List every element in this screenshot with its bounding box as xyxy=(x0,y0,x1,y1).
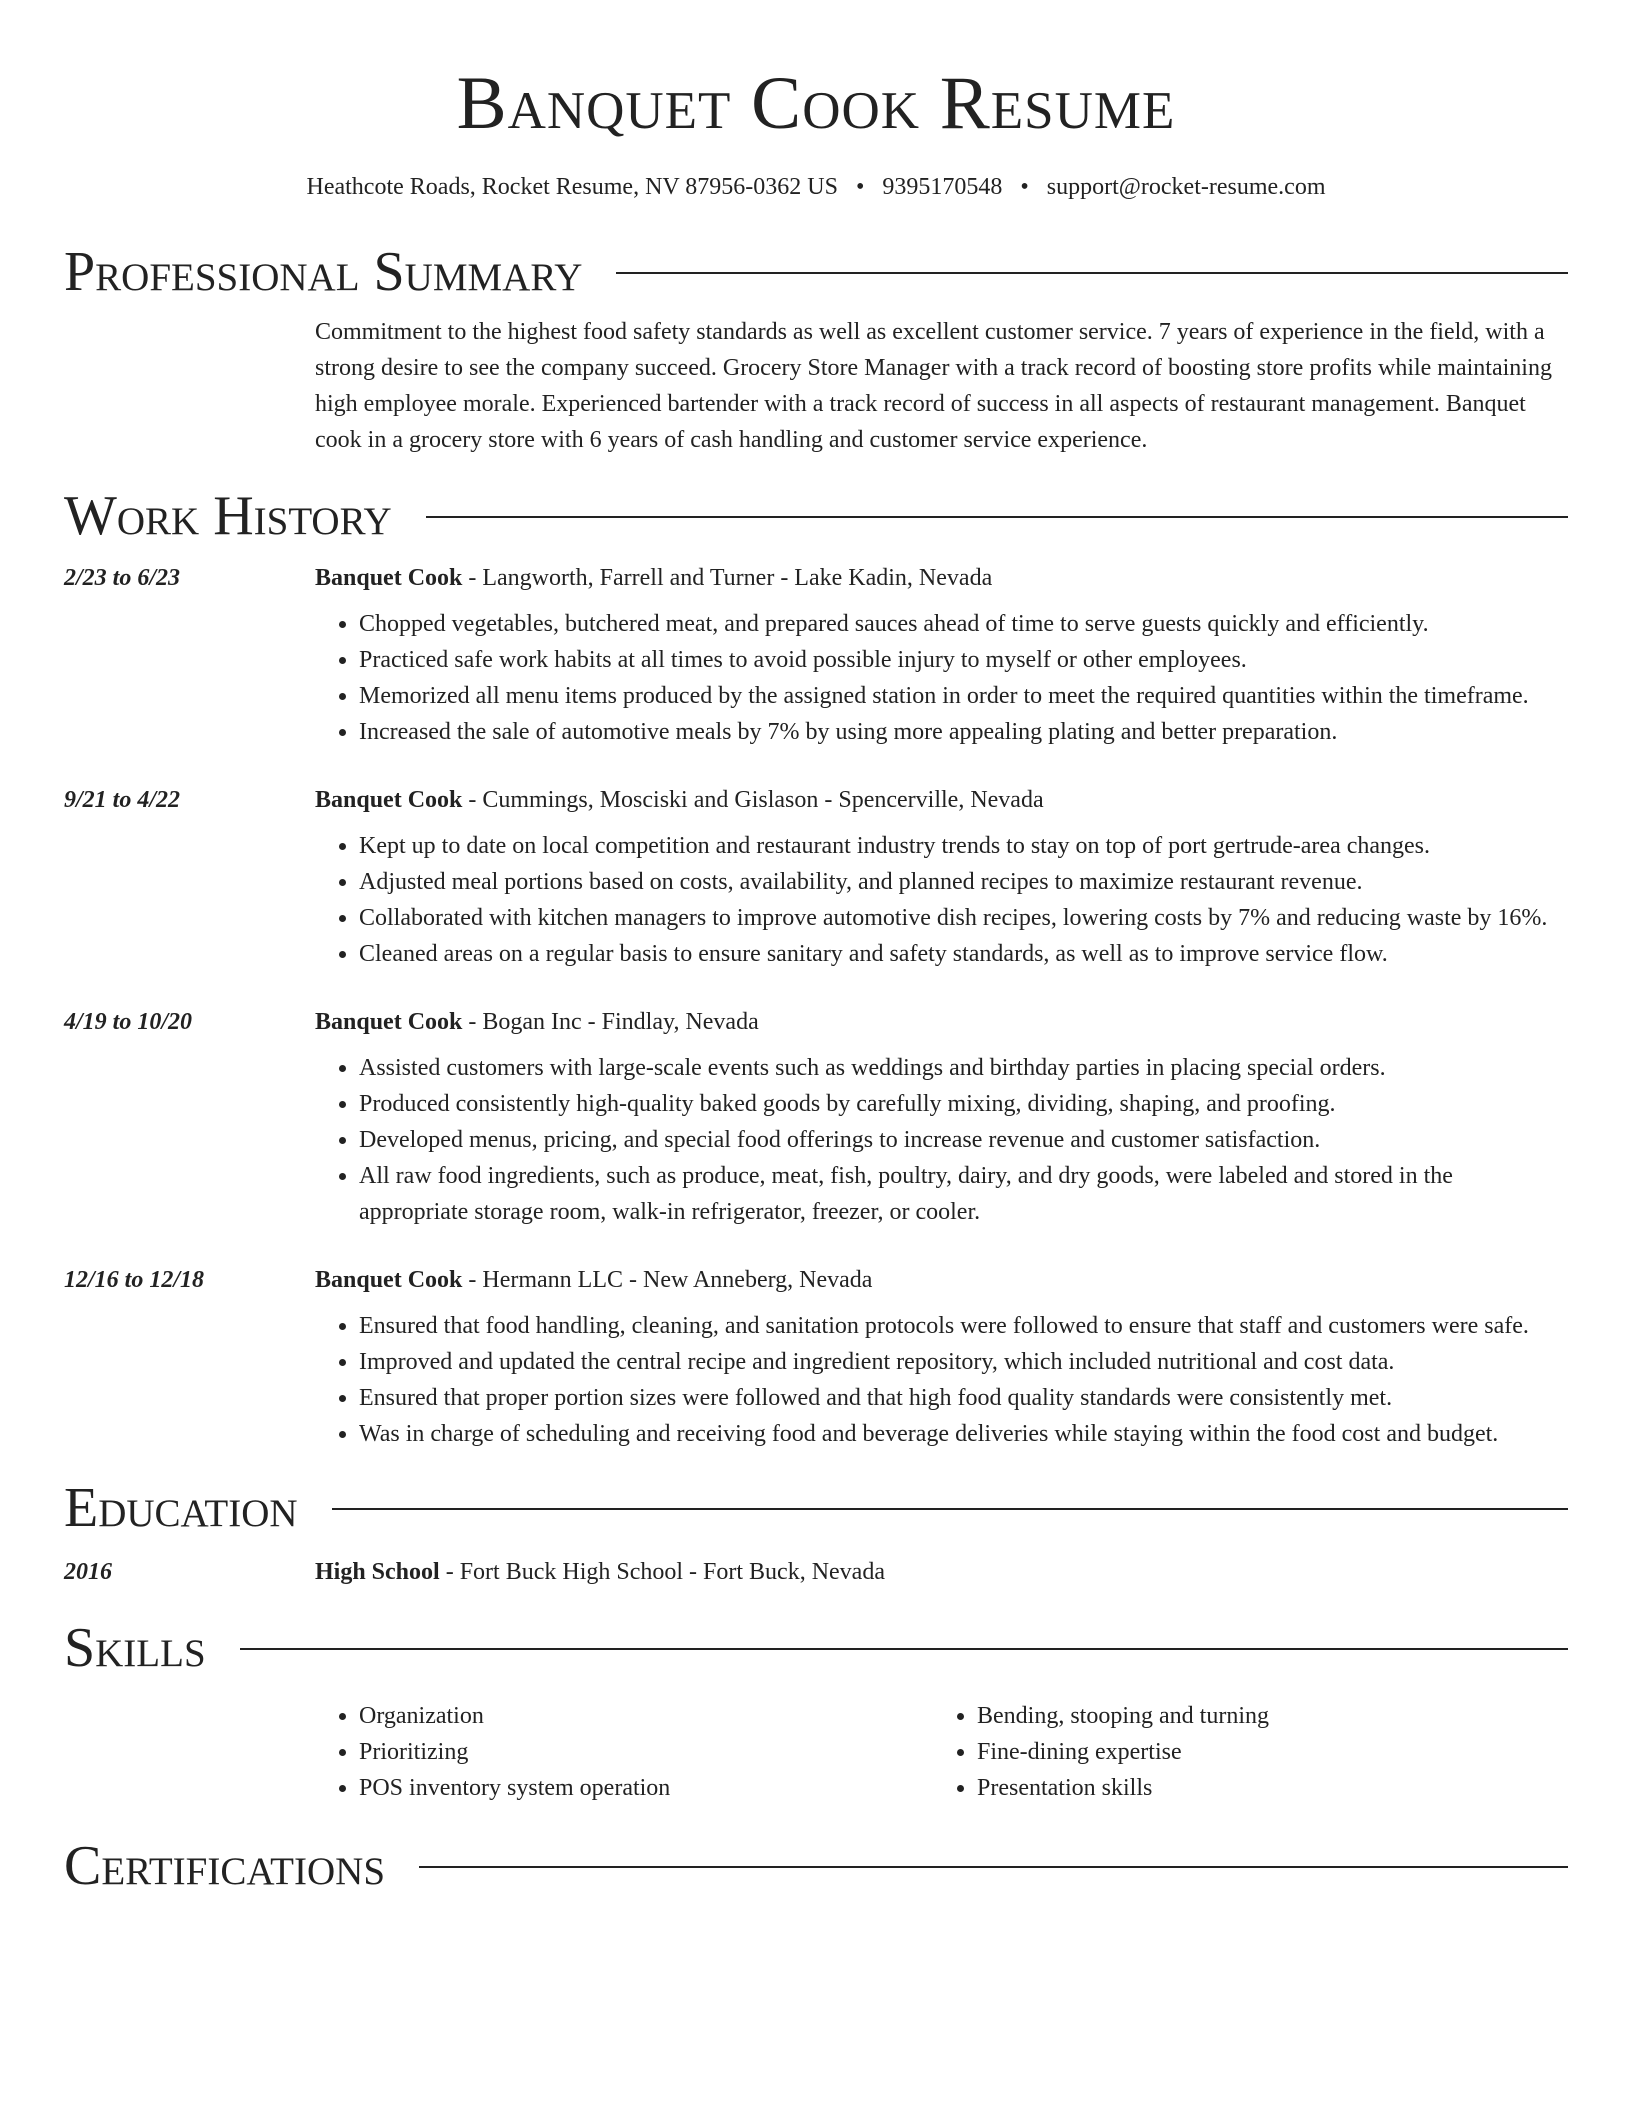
job-employer: - Cummings, Mosciski and Gislason - Spencerville, Nevada xyxy=(462,787,1044,813)
skill-item: • POS inventory system operation xyxy=(359,1770,933,1806)
job-title: Banquet Cook xyxy=(315,1009,463,1035)
section-rule xyxy=(240,1648,1568,1650)
job-bullet: • Practiced safe work habits at all times to avoid possible injury to myself or other employees. xyxy=(359,642,1568,678)
job-bullet: • Ensured that proper portion sizes were followed and that high food quality standards were consistently met. xyxy=(359,1380,1568,1416)
job-bullet: • Cleaned areas on a regular basis to ensure sanitary and safety standards, as well as to improve service flow. xyxy=(359,936,1568,972)
skill-item: • Bending, stooping and turning xyxy=(977,1698,1551,1734)
contact-address: Heathcote Roads, Rocket Resume, NV 87956-0362 US xyxy=(306,174,838,200)
job-bullet: • Kept up to date on local competition and restaurant industry trends to stay on top of port gertrude-area changes. xyxy=(359,828,1568,864)
job-bullet: • Adjusted meal portions based on costs, availability, and planned recipes to maximize restaurant revenue. xyxy=(359,864,1568,900)
job-heading xyxy=(315,1262,1568,1298)
section-title: Professional Summary xyxy=(64,241,583,303)
contact-email: support@rocket-resume.com xyxy=(1046,174,1326,200)
job-entry xyxy=(64,1262,1568,1452)
section-title: Work History xyxy=(64,485,392,547)
job-dates: 9/21 to 4/22 xyxy=(64,787,181,813)
resume-name: Banquet Cook Resume xyxy=(456,62,1176,145)
education-degree: High School xyxy=(315,1559,440,1585)
job-employer: - Langworth, Farrell and Turner - Lake Kadin, Nevada xyxy=(462,565,993,591)
job-bullet-list xyxy=(315,828,1568,972)
job-bullet: • Collaborated with kitchen managers to improve automotive dish recipes, lowering costs by 7% and reducing waste by 16%. xyxy=(359,900,1568,936)
job-title: Banquet Cook xyxy=(315,1267,463,1293)
job-dates: 2/23 to 6/23 xyxy=(64,565,181,591)
job-bullet-list xyxy=(315,1050,1568,1230)
section-rule xyxy=(616,272,1568,274)
section-rule xyxy=(419,1866,1568,1868)
job-heading xyxy=(315,560,1568,596)
job-bullet: • Produced consistently high-quality baked goods by carefully mixing, dividing, shaping, and proofing. xyxy=(359,1086,1568,1122)
job-bullet: • All raw food ingredients, such as produce, meat, fish, poultry, dairy, and dry goods, were labeled and stored in the appropriate storage room, walk-in refrigerator, freezer, or cooler. xyxy=(359,1158,1568,1230)
education-entry xyxy=(315,1554,1568,1590)
skills-grid xyxy=(315,1698,1568,1806)
summary-section xyxy=(64,240,1568,458)
section-title: Education xyxy=(64,1477,298,1539)
job-body xyxy=(315,1262,1568,1452)
section-title: Skills xyxy=(64,1617,206,1679)
skills-row xyxy=(64,1698,1568,1806)
section-title: Certifications xyxy=(64,1835,386,1897)
section-header xyxy=(64,1616,1568,1680)
contact-phone: 9395170548 xyxy=(882,174,1003,200)
contact-separator: • xyxy=(855,174,865,200)
job-bullet-list xyxy=(315,606,1568,750)
job-bullet: • Developed menus, pricing, and special food offerings to increase revenue and customer satisfaction. xyxy=(359,1122,1568,1158)
contact-separator: • xyxy=(1020,174,1029,200)
certifications-section xyxy=(64,1834,1568,1898)
job-bullet: • Increased the sale of automotive meals by 7% by using more appealing plating and better preparation. xyxy=(359,714,1568,750)
job-body xyxy=(315,782,1568,972)
job-bullet: • Was in charge of scheduling and receiving food and beverage deliveries while staying within the food cost and budget. xyxy=(359,1416,1568,1452)
skill-item: • Fine-dining expertise xyxy=(977,1734,1551,1770)
summary-spacer xyxy=(64,314,315,458)
job-employer: - Hermann LLC - New Anneberg, Nevada xyxy=(462,1267,873,1293)
skill-item: • Prioritizing xyxy=(359,1734,933,1770)
section-header xyxy=(64,1476,1568,1540)
skills-list-right xyxy=(933,1698,1551,1806)
job-entry xyxy=(64,560,1568,750)
education-row xyxy=(64,1554,1568,1590)
section-header xyxy=(64,484,1568,548)
job-bullet: • Assisted customers with large-scale events such as weddings and birthday parties in placing special orders. xyxy=(359,1050,1568,1086)
job-title: Banquet Cook xyxy=(315,787,463,813)
job-dates: 12/16 to 12/18 xyxy=(64,1267,205,1293)
summary-row xyxy=(64,314,1568,458)
skills-list-left xyxy=(315,1698,933,1806)
job-entry xyxy=(64,782,1568,972)
skill-item: • Presentation skills xyxy=(977,1770,1551,1806)
work-section xyxy=(64,484,1568,1452)
job-bullet: • Chopped vegetables, butchered meat, and prepared sauces ahead of time to serve guests quickly and efficiently. xyxy=(359,606,1568,642)
contact-line xyxy=(64,172,1568,202)
skills-spacer xyxy=(64,1698,315,1806)
job-bullet: • Improved and updated the central recipe and ingredient repository, which included nutritional and cost data. xyxy=(359,1344,1568,1380)
job-entry xyxy=(64,1004,1568,1230)
section-header xyxy=(64,240,1568,304)
skill-item: • Organization xyxy=(359,1698,933,1734)
job-body xyxy=(315,1004,1568,1230)
job-bullet: • Memorized all menu items produced by the assigned station in order to meet the required quantities within the timeframe. xyxy=(359,678,1568,714)
job-heading xyxy=(315,1004,1568,1040)
section-rule xyxy=(426,516,1568,518)
education-details: - Fort Buck High School - Fort Buck, Nevada xyxy=(439,1559,885,1585)
section-header xyxy=(64,1834,1568,1898)
education-year: 2016 xyxy=(64,1559,112,1585)
education-section xyxy=(64,1476,1568,1590)
job-title: Banquet Cook xyxy=(315,565,463,591)
job-heading xyxy=(315,782,1568,818)
skills-section xyxy=(64,1616,1568,1806)
job-list xyxy=(64,560,1568,1452)
job-dates: 4/19 to 10/20 xyxy=(64,1009,193,1035)
job-bullet-list xyxy=(315,1308,1568,1452)
job-body xyxy=(315,560,1568,750)
job-bullet: • Ensured that food handling, cleaning, and sanitation protocols were followed to ensure that staff and customers were safe. xyxy=(359,1308,1568,1344)
section-rule xyxy=(332,1508,1568,1510)
job-employer: - Bogan Inc - Findlay, Nevada xyxy=(462,1009,759,1035)
summary-text: Commitment to the highest food safety standards as well as excellent customer service. 7 years of experience in the field, with a strong desire to see the company succeed. Grocery Store Manager with a track record of boosting store profits while maintaining high employee morale. Experienced bartender with a track record of success in all aspects of restaurant management. Banquet cook in a grocery store with 6 years of cash handling and customer service experience. xyxy=(315,319,1552,453)
